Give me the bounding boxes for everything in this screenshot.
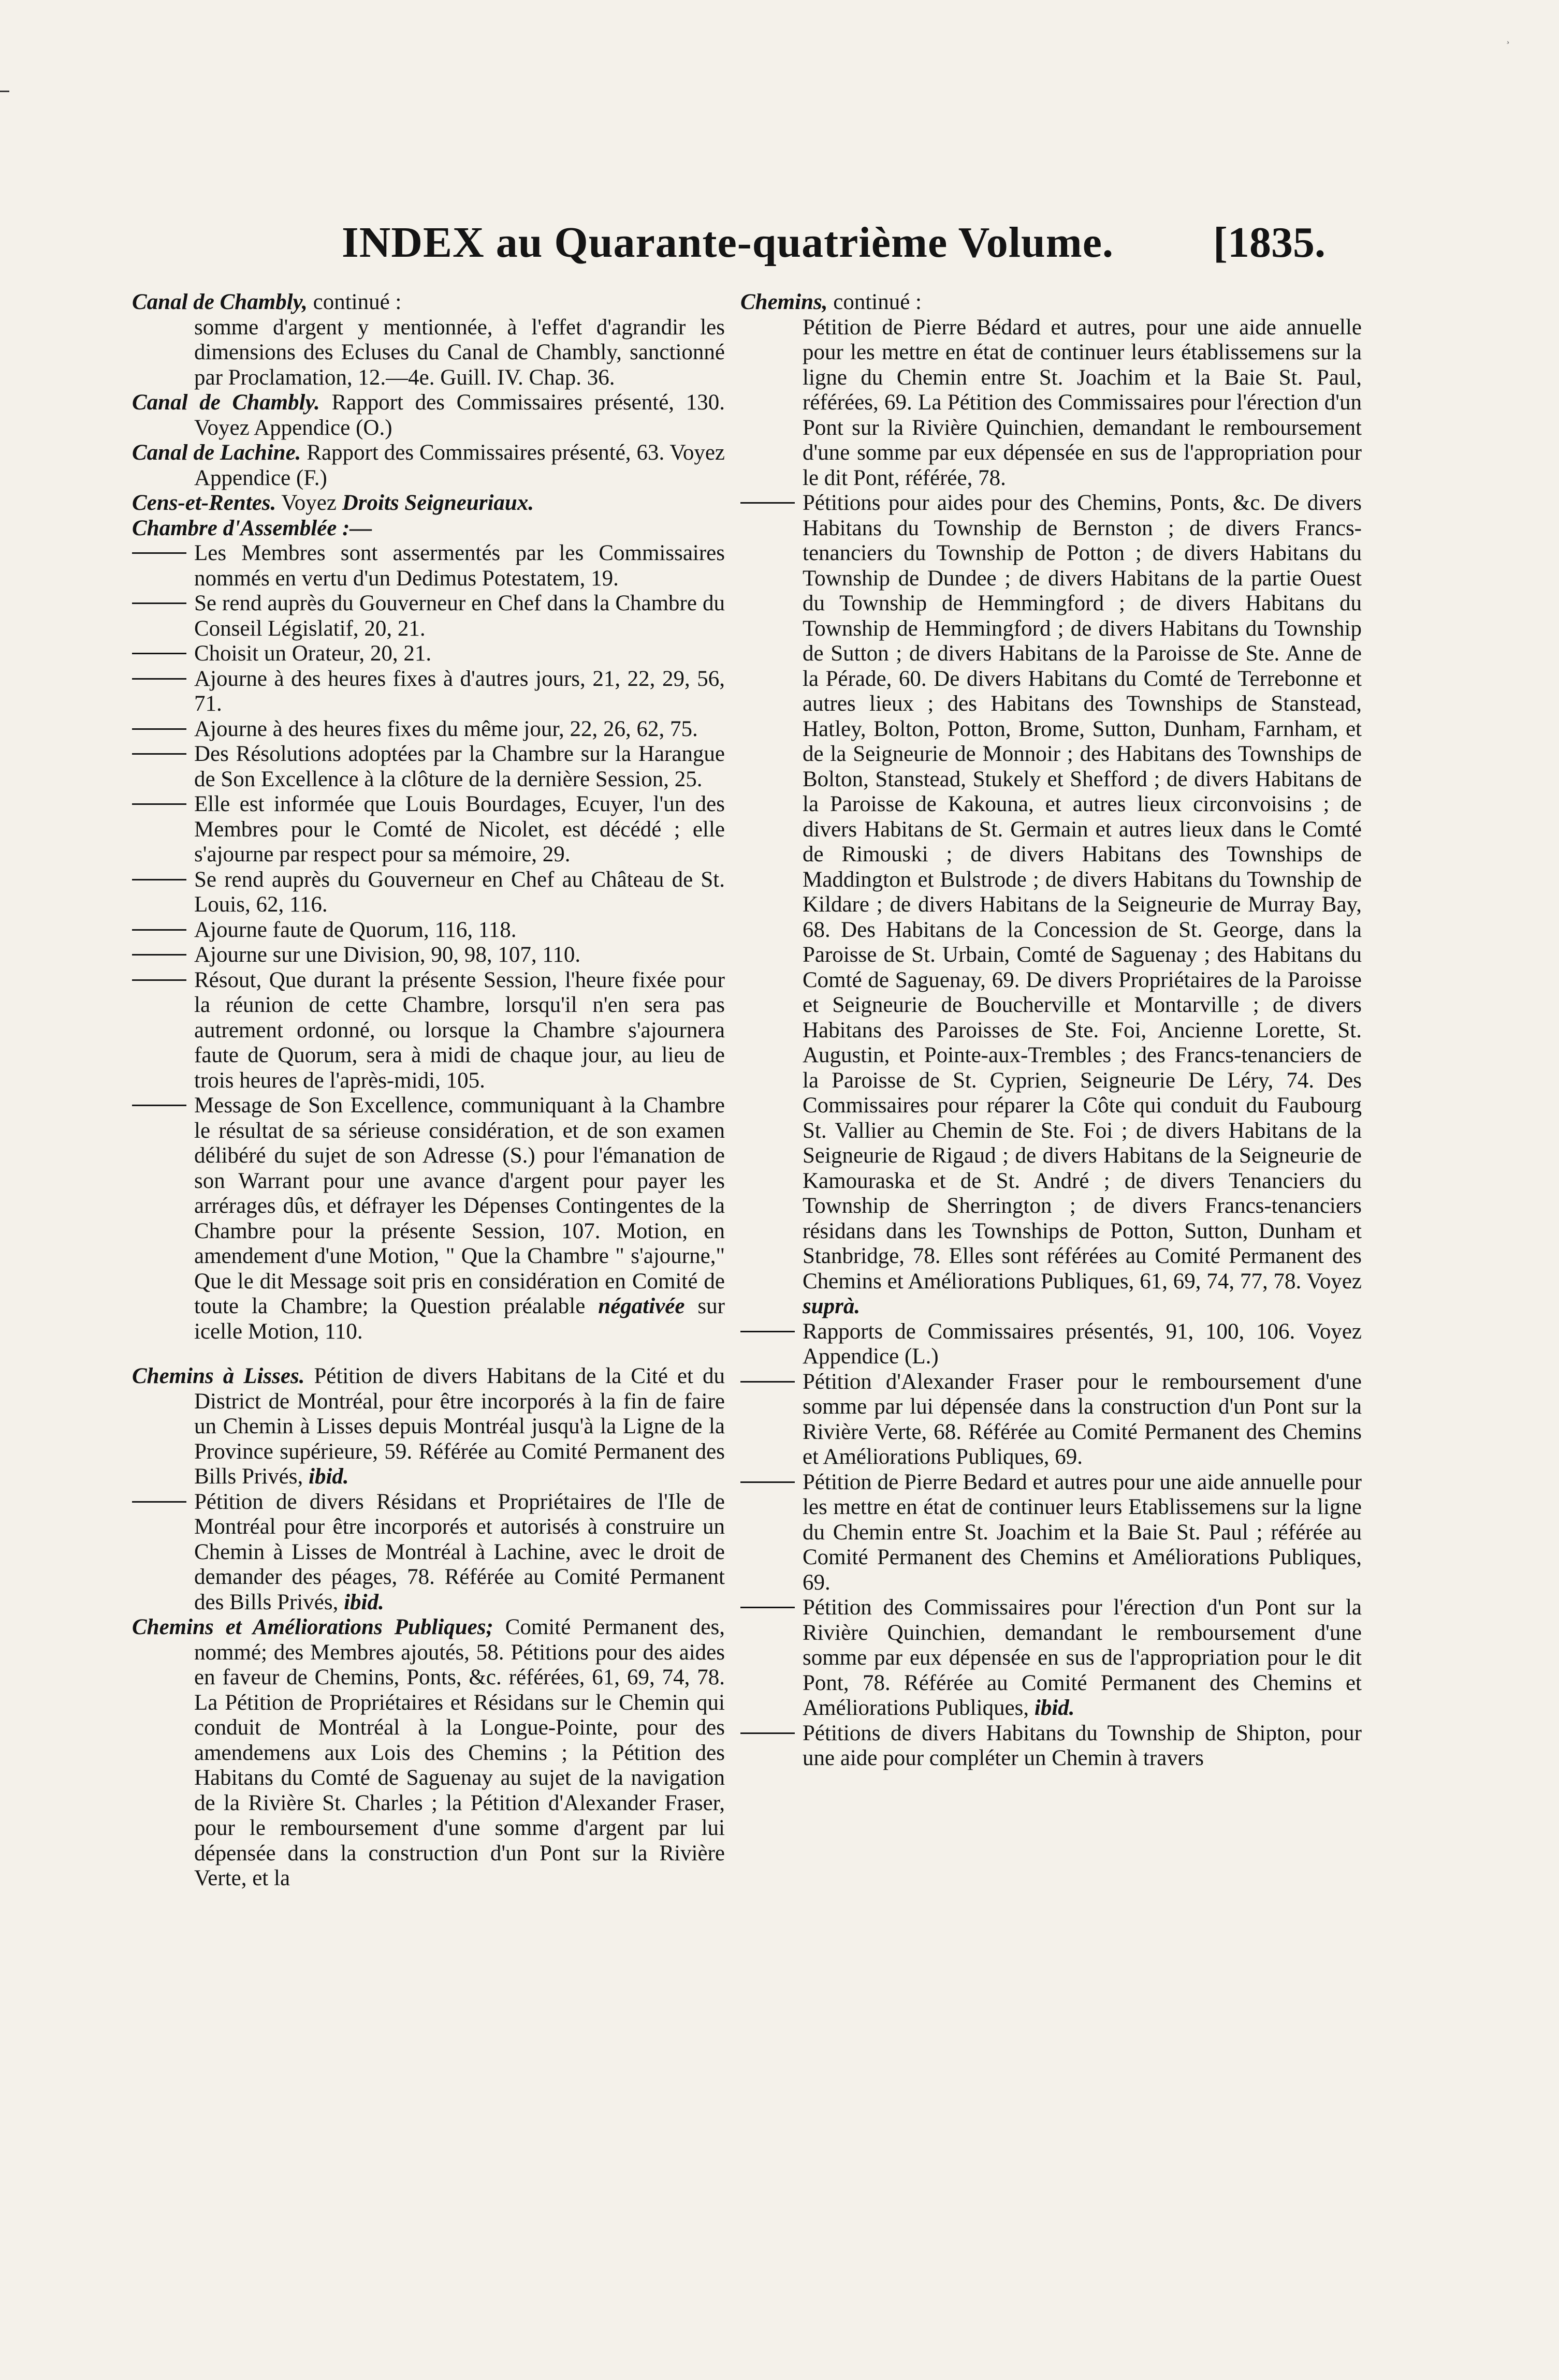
index-subentry xyxy=(132,868,725,918)
index-subentry xyxy=(132,591,725,641)
entry-text: Rapports de Commissaires présentés, 91, 100, 106. Voyez Appendice (L.) xyxy=(803,1319,1362,1369)
entry-text: somme d'argent y mentionnée, à l'effet d'agrandir les dimensions des Ecluses du Canal de Chambly, sanctionné par Proclamation, 12.—4e. Guill. IV. Chap. 36. xyxy=(194,315,725,390)
index-term: Chemins et Améliorations Publiques; xyxy=(132,1615,493,1639)
entry-text: Choisit un Orateur, 20, 21. xyxy=(194,641,432,666)
index-subentry xyxy=(132,968,725,1094)
entry-tail: sur icelle Motion, 110. xyxy=(194,1294,725,1344)
index-subentry xyxy=(740,1370,1362,1470)
cross-reference: ibid. xyxy=(344,1590,384,1614)
index-subentry xyxy=(132,667,725,717)
entry-text: continué : xyxy=(827,290,922,314)
cross-reference: ibid. xyxy=(309,1464,349,1489)
page-title: INDEX au Quarante-quatrième Volume. xyxy=(342,218,1114,267)
page-year: [1835. xyxy=(1213,218,1325,267)
index-term: Chemins, xyxy=(740,290,828,314)
entry-text: Pétitions de divers Habitans du Township de Shipton, pour une aide pour compléter un Chemin à travers xyxy=(803,1721,1362,1770)
index-subentry xyxy=(740,1595,1362,1721)
index-subentry xyxy=(740,1721,1362,1771)
entry-text: Pétitions pour aides pour des Chemins, Ponts, &c. De divers Habitans du Township de Bernston ; de divers Francs-tenanciers du Township de Potton ; de divers Habitans du Township de Dundee ; de divers Habitans de la partie Ouest du Township de Hemmingford ; de divers Habitans du Township de Hemmingford ; de divers Habitans du Township de Sutton ; de divers Habitans de la Paroisse de Ste. Anne de la Pérade, 60. De divers Habitans du Comté de Terrebonne et autres lieux ; des Habitans des Townships de Stanstead, Hatley, Bolton, Potton, Brome, Sutton, Dunham, Farnham, et de la Seigneurie de Monnoir ; des Habitans des Townships de Bolton, Stanstead, Stukely et Shefford ; de divers Habitans de la Paroisse de Kakouna, et autres lieux circonvoisins ; de divers Habitans de St. Germain et autres lieux dans le Comté de Rimouski ; de divers Habitans des Townships de Maddington et Bulstrode ; de divers Habitans du Township de Kildare ; de divers Habitans de la Seigneurie de Murray Bay, 68. Des Habitans de la Concession de St. George, dans la Paroisse de St. Urbain, Comté de Saguenay ; des Habitans du Comté de Saguenay, 69. De divers Propriétaires de la Paroisse et Seigneurie de Boucherville et Montarville ; de divers Habitans des Paroisses de Ste. Foi, Ancienne Lorette, St. Augustin, et Pointe-aux-Trembles ; des Francs-tenanciers de la Paroisse de St. Cyprien, Seigneurie De Léry, 74. Des Commissaires pour réparer la Côte qui conduit du Faubourg St. Vallier au Chemin de Ste. Foi ; de divers Habitans de la Seigneurie de Rigaud ; de divers Habitans de la Seigneurie de Kamouraska et de St. André ; de divers Tenanciers du Township de Sherrington ; de divers Francs-tenanciers résidans dans les Townships de Potton, Sutton, Dunham et Stanbridge, 78. Elles sont référées au Comité Permanent des Chemins et Améliorations Publiques, 61, 69, 74, 77, 78. Voyez xyxy=(803,491,1362,1294)
entry-text: Se rend auprès du Gouverneur en Chef au Château de St. Louis, 62, 116. xyxy=(194,867,725,917)
index-term: Canal de Chambly, xyxy=(132,290,308,314)
index-term: Canal de Chambly. xyxy=(132,390,320,415)
entry-text: Rapport des Commissaires présenté, 63. Voyez Appendice (F.) xyxy=(194,440,725,490)
index-subentry xyxy=(132,1490,725,1615)
index-subentry xyxy=(132,943,725,968)
entry-text: Ajourne à des heures fixes à d'autres jours, 21, 22, 29, 56, 71. xyxy=(194,666,725,716)
index-subentry xyxy=(740,491,1362,1319)
left-column xyxy=(132,290,725,1891)
entry-text: Pétition de divers Habitans de la Cité et du District de Montréal, pour être incorporés à la fin de faire un Chemin à Lisses depuis Montréal jusqu'à la Ligne de la Province supérieure, 59. Référée au Comité Permanent des Bills Privés, xyxy=(194,1364,725,1489)
index-heading-entry xyxy=(132,516,725,541)
index-term: Canal de Lachine. xyxy=(132,440,301,465)
entry-text: Elle est informée que Louis Bourdages, Ecuyer, l'un des Membres pour le Comté de Nicolet, est décédé ; elle s'ajourne par respect pour sa mémoire, 29. xyxy=(194,792,725,866)
page-header xyxy=(342,217,1325,274)
index-heading-entry xyxy=(132,290,725,315)
entry-text: Pétition d'Alexander Fraser pour le remboursement d'une somme par lui dépensée dans la construction d'un Pont sur la Rivière Verte, 68. Référée au Comité Permanent des Chemins et Améliorations Publiques, 69. xyxy=(803,1369,1362,1469)
index-term: Chambre d'Assemblée :— xyxy=(132,516,372,540)
entry-text: Voyez xyxy=(276,491,342,515)
index-continuation xyxy=(132,315,725,391)
index-subentry xyxy=(132,742,725,792)
cross-reference: ibid. xyxy=(1034,1696,1075,1720)
entry-text: Pétition de Pierre Bédard et autres, pour une aide annuelle pour les mettre en état de continuer leurs établissemens sur la ligne du Chemin entre St. Joachim et la Baie St. Paul, référées, 69. La Pétition des Commissaires pour l'érection d'un Pont sur la Rivière Quinchien, demandant le remboursement d'une somme par eux dépensée en sus de l'appropriation pour le dit Pont, référée, 78. xyxy=(803,315,1362,490)
margin-mark xyxy=(0,91,9,92)
index-subentry xyxy=(132,1093,725,1344)
index-term: Chemins à Lisses. xyxy=(132,1364,305,1388)
index-term: Cens-et-Rentes. xyxy=(132,491,276,515)
index-subentry xyxy=(132,792,725,868)
index-subentry xyxy=(740,1319,1362,1370)
index-subentry xyxy=(132,541,725,591)
entry-text: Pétition des Commissaires pour l'érection d'un Pont sur la Rivière Quinchien, demandant le remboursement d'une somme par eux dépensée en sus de l'appropriation pour le dit Pont, 78. Référée au Comité Permanent des Chemins et Améliorations Publiques, xyxy=(803,1595,1362,1720)
entry-text: Des Résolutions adoptées par la Chambre sur la Harangue de Son Excellence à la clôture de la dernière Session, 25. xyxy=(194,742,725,791)
index-continuation xyxy=(740,315,1362,491)
entry-text: Rapport des Commissaires présenté, 130. Voyez Appendice (O.) xyxy=(194,390,725,440)
cross-reference: Droits Seigneuriaux. xyxy=(342,491,534,515)
cross-reference: négativée xyxy=(598,1294,685,1318)
index-subentry xyxy=(132,717,725,742)
entry-text: Se rend auprès du Gouverneur en Chef dans la Chambre du Conseil Législatif, 20, 21. xyxy=(194,591,725,641)
entry-text: Pétition de divers Résidans et Propriétaires de l'Ile de Montréal pour être incorporés et autorisés à construire un Chemin à Lisses de Montréal à Lachine, avec le droit de demander des péages, 78. Référée au Comité Permanent des Bills Privés, xyxy=(194,1489,725,1614)
entry-text: continué : xyxy=(307,290,402,314)
entry-text: Les Membres sont assermentés par les Commissaires nommés en vertu d'un Dedimus Potestatem, 19. xyxy=(194,541,725,591)
index-subentry xyxy=(132,918,725,943)
index-subentry xyxy=(740,1470,1362,1596)
index-heading-entry xyxy=(132,440,725,491)
entry-text: Ajourne faute de Quorum, 116, 118. xyxy=(194,917,517,942)
index-subentry xyxy=(132,641,725,667)
entry-gap xyxy=(132,1344,725,1364)
entry-text: Résout, Que durant la présente Session, l'heure fixée pour la réunion de cette Chambre, lorsqu'il n'en sera pas autrement ordonné, ou lorsque la Chambre s'ajournera faute de Quorum, sera à midi de chaque jour, au lieu de trois heures de l'après-midi, 105. xyxy=(194,967,725,1093)
print-speck: ¸ xyxy=(1506,31,1510,44)
cross-reference: suprà. xyxy=(803,1294,861,1318)
entry-text: Comité Permanent des, nommé; des Membres ajoutés, 58. Pétitions pour des aides en faveur de Chemins, Ponts, &c. référées, 61, 69, 74, 78. La Pétition de Propriétaires et Résidans sur le Chemin qui conduit de Montréal à la Longue-Pointe, pour des amendemens aux Lois des Chemins ; la Pétition des Habitans du Comté de Saguenay au sujet de la navigation de la Rivière St. Charles ; la Pétition d'Alexander Fraser, pour le remboursement d'une somme d'argent par lui dépensée dans la construction d'un Pont sur la Rivière Verte, et la xyxy=(194,1615,725,1890)
entry-text: Pétition de Pierre Bedard et autres pour une aide annuelle pour les mettre en état de continuer leurs Etablissemens sur la ligne du Chemin entre St. Joachim et la Baie St. Paul ; référée au Comité Permanent des Chemins et Améliorations Publiques, 69. xyxy=(803,1470,1362,1595)
entry-text: Message de Son Excellence, communiquant à la Chambre le résultat de sa sérieuse considération, et de son examen délibéré du sujet de son Adresse (S.) pour l'émanation de son Warrant pour une avance d'argent pour payer les arrérages dûs, et défrayer les Dépenses Contingentes de la Chambre pour la présente Session, 107. Motion, en amendement d'une Motion, " Que la Chambre " s'ajourne," Que le dit Message soit pris en considération en Comité de toute la Chambre; la Question préalable xyxy=(194,1093,725,1318)
right-column xyxy=(740,290,1362,1771)
index-heading-entry xyxy=(132,1615,725,1891)
index-heading-entry xyxy=(132,390,725,440)
index-heading-entry xyxy=(740,290,1362,315)
entry-text: Ajourne sur une Division, 90, 98, 107, 110. xyxy=(194,943,581,967)
index-heading-entry xyxy=(132,491,725,516)
index-heading-entry xyxy=(132,1364,725,1490)
entry-text: Ajourne à des heures fixes du même jour, 22, 26, 62, 75. xyxy=(194,716,698,741)
